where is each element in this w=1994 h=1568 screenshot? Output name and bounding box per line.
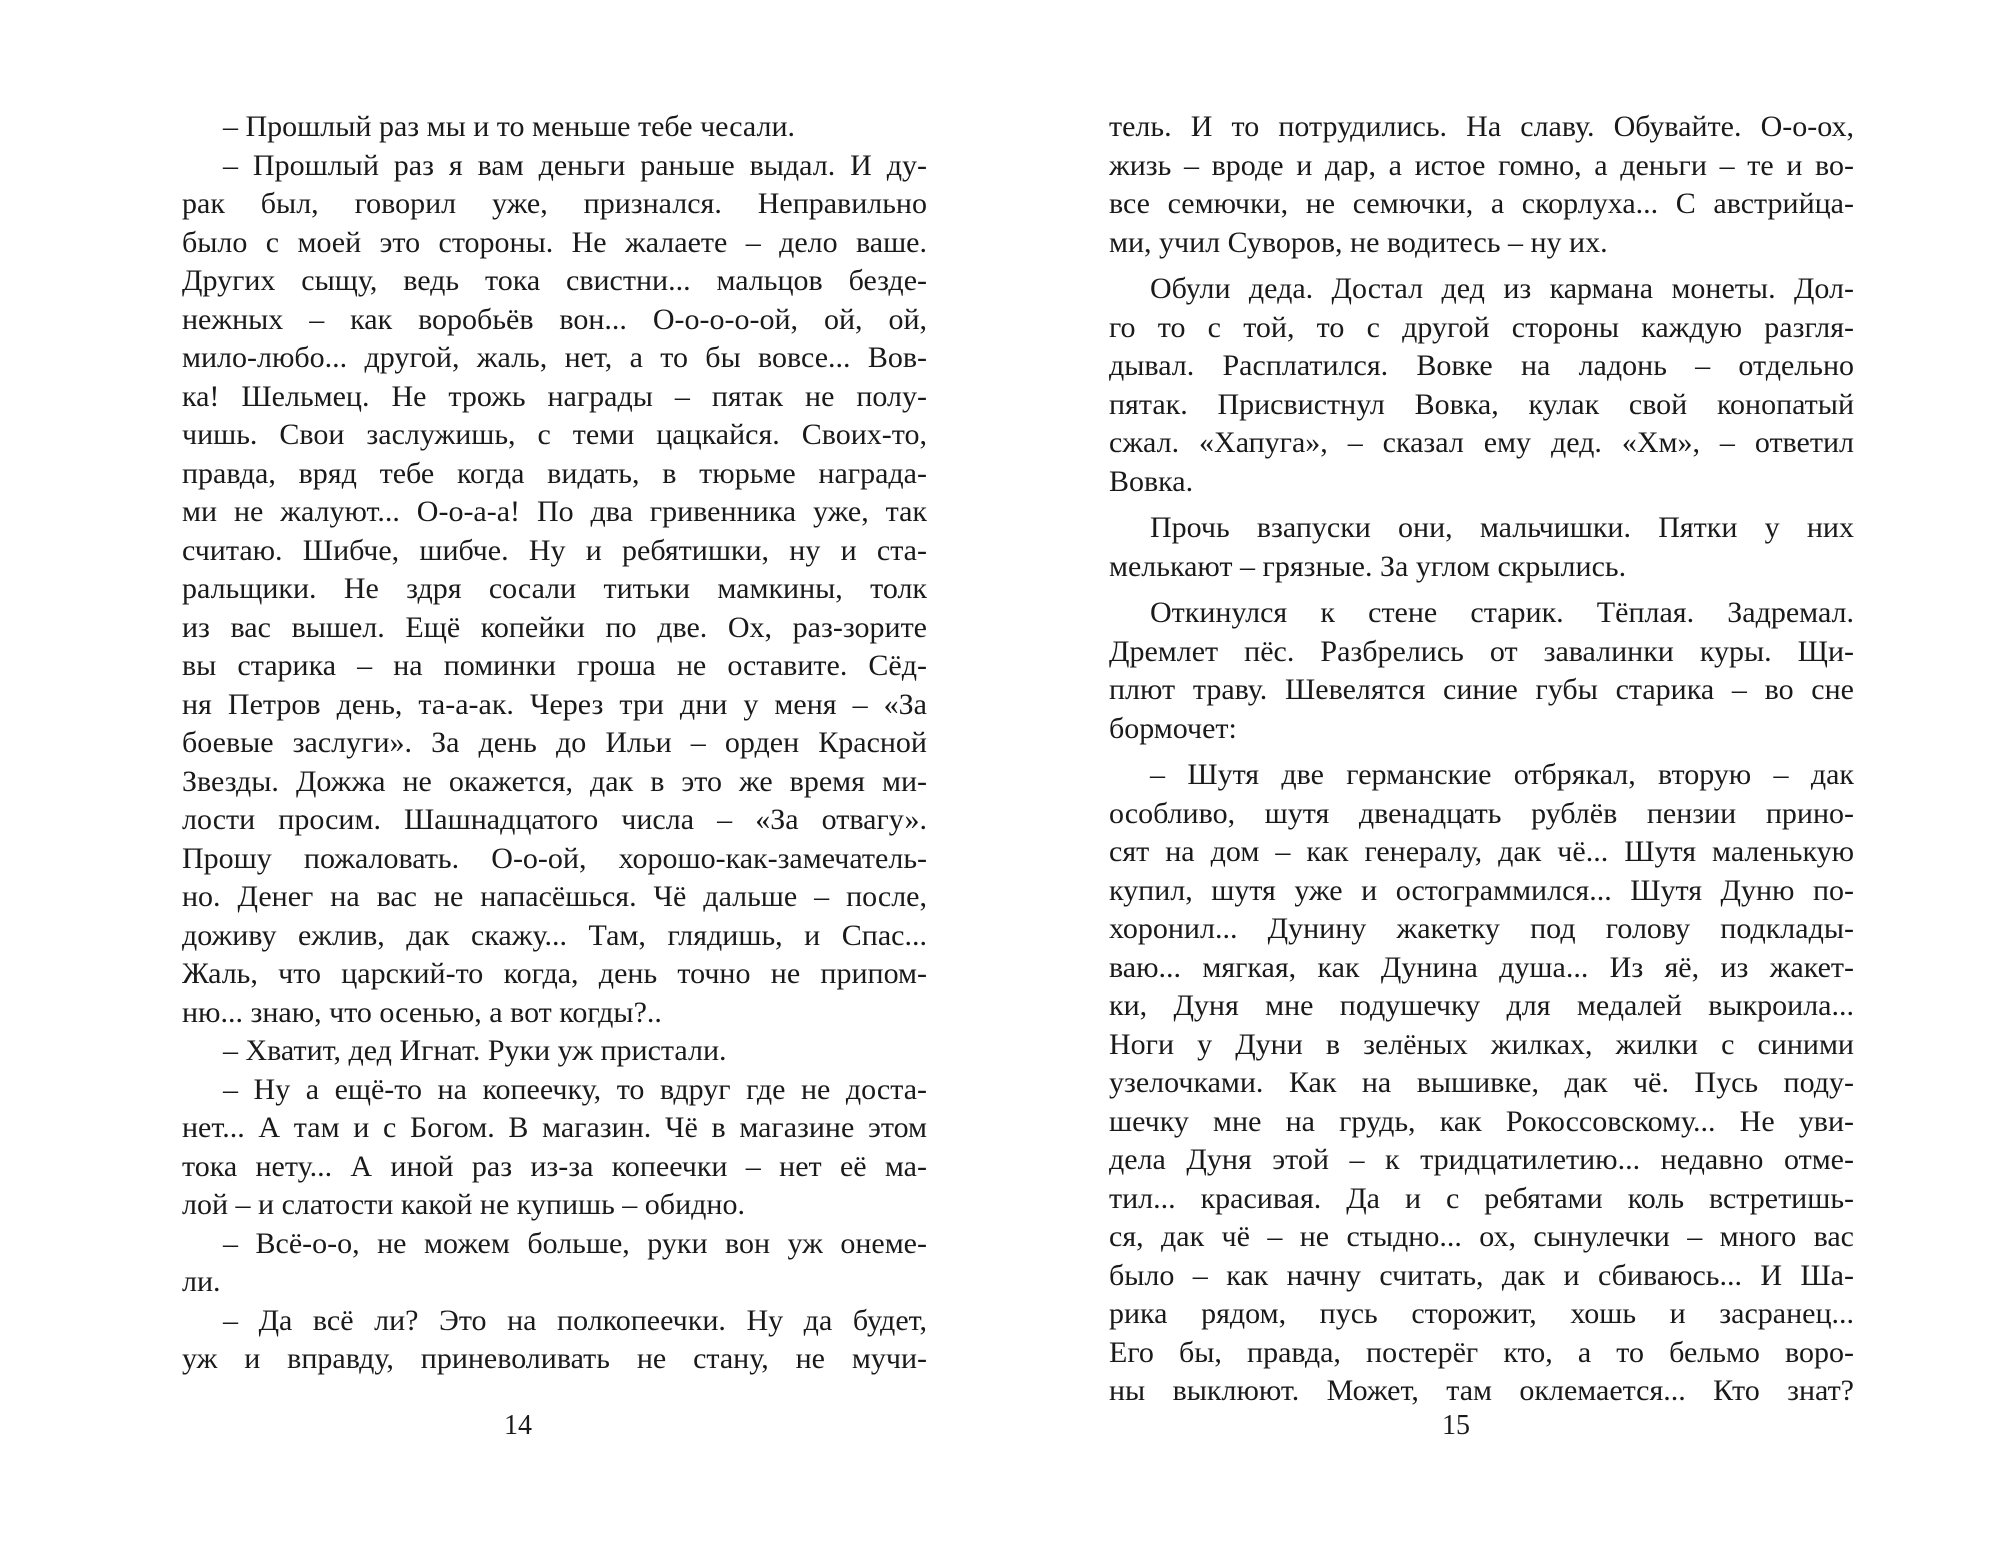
text-line: бормочет: [1109, 711, 1237, 745]
text-line: Дремлет пёс. Разбрелись от завалинки куры. Щи- [1109, 634, 1854, 668]
text-line: – Шутя две германские отбрякал, вторую – дак [1150, 758, 1854, 791]
text-line: лой – и слатости какой не купишь – обидно. [182, 1188, 745, 1221]
text-line: дела Дуня этой – к тридцатилетию... недавно отме- [1109, 1143, 1854, 1176]
text-line: сят на дом – как генералу, дак чё... Шутя маленькую [1109, 835, 1854, 868]
text-line: вы старика – на поминки гроша не оставите. Сёд- [182, 649, 927, 682]
text-line: ся, дак чё – не стыдно... ох, сынулечки – много вас [1109, 1220, 1854, 1253]
text-line: ка! Шельмец. Не трожь награды – пятак не полу- [182, 379, 927, 413]
text-line: ми не жалуют... О-о-а-а! По два гривенника уже, так [182, 495, 927, 528]
text-line: было – как начну считать, дак и сбиваюсь... И Ша- [1109, 1258, 1854, 1292]
text-line: особливо, шутя двенадцать рублёв пензии прино- [1109, 796, 1854, 830]
text-line: ки, Дуня мне подушечку для медалей выкроила... [1109, 989, 1854, 1022]
text-line: – Да всё ли? Это на полкопеечки. Ну да будет, [223, 1303, 927, 1337]
text-line: доживу ежлив, дак скажу... Там, глядишь, и Спас... [182, 918, 927, 952]
text-line: чишь. Свои заслужишь, с теми цацкайся. Своих-то, [182, 418, 927, 451]
text-line: Других сыщу, ведь тока свистни... мальцов безде- [182, 264, 927, 297]
text-line: шечку мне на грудь, как Рокоссовскому... Не уви- [1109, 1104, 1854, 1138]
text-line: Звезды. Дожжа не окажется, дак в это же время ми- [182, 764, 927, 798]
text-line: Прошу пожаловать. О-о-ой, хорошо-как-замечатель- [182, 841, 927, 875]
text-line: жизь – вроде и дар, а истое гомно, а деньги – те и во- [1109, 148, 1854, 182]
text-line: – Прошлый раз я вам деньги раньше выдал. И ду- [223, 148, 927, 182]
text-line: лости просим. Шашнадцатого числа – «За отвагу». [182, 803, 927, 836]
text-line: узелочками. Как на вышивке, дак чё. Пусь поду- [1109, 1066, 1854, 1099]
text-line: нет... А там и с Богом. В магазин. Чё в магазине этом [182, 1111, 927, 1144]
text-line: ваю... мягкая, как Дунина душа... Из яё, из жакет- [1109, 950, 1854, 984]
text-line: тока нету... А иной раз из-за копеечки – нет её ма- [182, 1149, 927, 1183]
text-line: ми, учил Суворов, не водитесь – ну их. [1109, 225, 1608, 259]
text-line: рика рядом, пусь сторожит, хошь и засранец... [1109, 1297, 1854, 1330]
text-line: – Ну а ещё-то на копеечку, то вдруг где не доста- [223, 1072, 927, 1106]
text-line: Откинулся к стене старик. Тёплая. Задремал. [1150, 596, 1854, 629]
text-line: уж и вправду, приневоливать не стану, не мучи- [182, 1342, 927, 1375]
text-line: ральщики. Не здря сосали титьки мамкины, толк [182, 572, 927, 605]
text-line: Жаль, что царский-то когда, день точно не припом- [182, 957, 927, 990]
text-line: считаю. Шибче, шибче. Ну и ребятишки, ну и ста- [182, 533, 927, 567]
text-line: из вас вышел. Ещё копейки по две. Ох, раз-зорите [182, 610, 927, 644]
text-line: Его бы, правда, постерёг кто, а то бельмо воро- [1109, 1335, 1854, 1369]
text-line: – Хватит, дед Игнат. Руки уж пристали. [223, 1034, 727, 1067]
text-line: рак был, говорил уже, признался. Неправильно [182, 187, 927, 220]
text-line: купил, шутя уже и остограммился... Шутя Дуню по- [1109, 873, 1854, 907]
text-line: мелькают – грязные. За углом скрылись. [1109, 549, 1627, 583]
text-line: ню... знаю, что осенью, а вот когды?.. [182, 995, 662, 1029]
text-line: Ноги у Дуни в зелёных жилках, жилки с синими [1109, 1027, 1854, 1061]
text-line: Вовка. [1109, 464, 1194, 498]
text-line: – Всё-о-о, не можем больше, руки вон уж онеме- [223, 1226, 927, 1260]
text-line: нежных – как воробьёв вон... О-о-о-о-ой, ой, ой, [182, 302, 927, 336]
text-line: было с моей это стороны. Не жалаете – дело ваше. [182, 225, 927, 259]
text-line: боевые заслуги». За день до Ильи – орден Красной [182, 726, 927, 759]
left-page-text [182, 108, 927, 1379]
text-line: Обули деда. Достал дед из кармана монеты. Дол- [1150, 272, 1854, 305]
text-line: – Прошлый раз мы и то меньше тебе чесали. [223, 110, 796, 143]
text-line: но. Денег на вас не напасёшься. Чё дальше – после, [182, 880, 927, 913]
left-page-number: 14 [504, 1410, 532, 1441]
text-line: тил... красивая. Да и с ребятами коль встретишь- [1109, 1181, 1854, 1215]
text-line: все семючки, не семючки, а скорлуха... С австрийца- [1109, 187, 1854, 220]
text-line: ли. [182, 1265, 221, 1298]
text-line: ня Петров день, та-а-ак. Через три дни у меня – «За [182, 687, 927, 721]
text-line: плют траву. Шевелятся синие губы старика – во сне [1109, 673, 1854, 706]
text-line: хоронил... Дунину жакетку под голову подклады- [1109, 912, 1854, 945]
text-line: правда, вряд тебе когда видать, в тюрьме награда- [182, 456, 927, 490]
text-line: пятак. Присвистнул Вовка, кулак свой конопатый [1109, 387, 1854, 421]
right-page-number: 15 [1442, 1410, 1470, 1441]
text-line: ны выклюют. Может, там оклемается... Кто знат? [1109, 1374, 1854, 1407]
right-page-text [1109, 108, 1854, 1411]
text-line: дывал. Расплатился. Вовке на ладонь – отдельно [1109, 349, 1854, 382]
text-line: тель. И то потрудились. На славу. Обувайте. О-о-ох, [1109, 110, 1854, 143]
text-line: Прочь взапуски они, мальчишки. Пятки у них [1150, 511, 1854, 544]
text-line: го то с той, то с другой стороны каждую разгля- [1109, 310, 1854, 344]
text-line: мило-любо... другой, жаль, нет, а то бы вовсе... Вов- [182, 341, 927, 374]
text-line: сжал. «Хапуга», – сказал ему дед. «Хм», – ответил [1109, 426, 1854, 459]
